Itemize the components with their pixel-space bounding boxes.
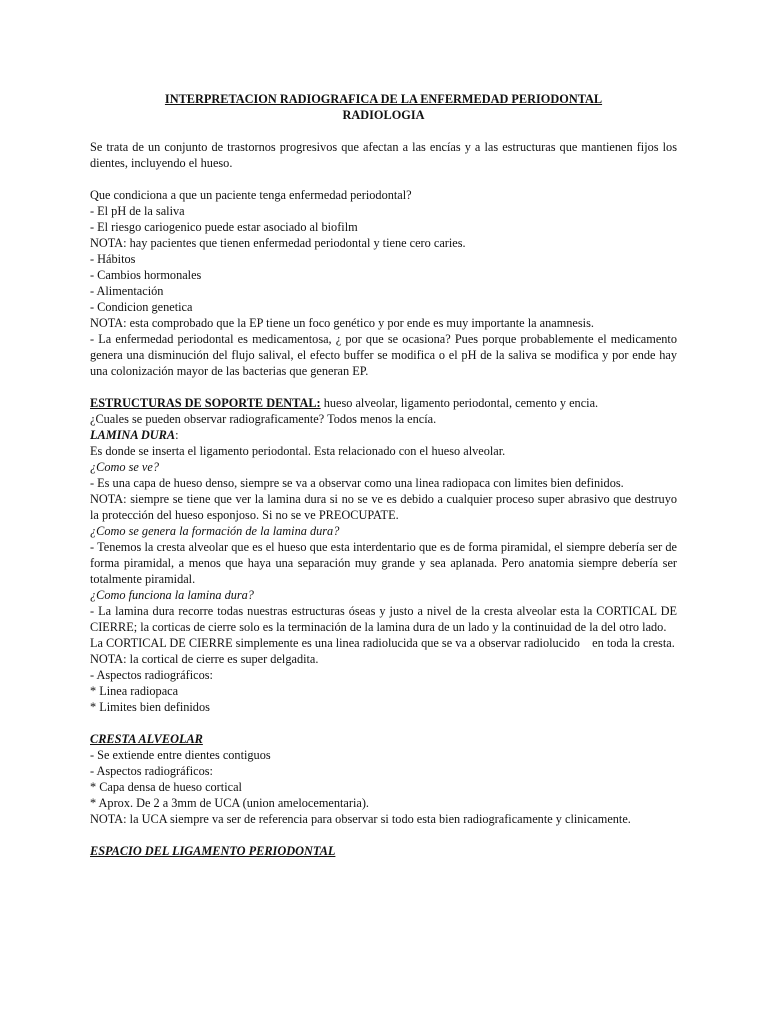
- lamina-note: NOTA: siempre se tiene que ver la lamina dura si no se ve es debido a cualquier proceso super abrasivo que destruyo la protección del hueso esponjoso. Si no se ve PREOCUPATE.: [90, 492, 677, 522]
- lamina-question: ¿Como se genera la formación de la lamina dura?: [90, 524, 340, 538]
- document-subtitle: RADIOLOGIA: [342, 108, 425, 122]
- support-heading-rest: hueso alveolar, ligamento periodontal, cemento y encia.: [320, 396, 599, 410]
- cortical-paragraph: La CORTICAL DE CIERRE simplemente es una linea radiolucida que se va a observar radiolucido en toda la cresta.: [90, 636, 675, 650]
- support-heading-line: [90, 395, 677, 411]
- factor-line: - Condicion genetica: [90, 300, 193, 314]
- lamina-answer: - Es una capa de hueso denso, siempre se va a observar como una linea radiopaca con limites bien definidos.: [90, 476, 624, 490]
- cresta-note: NOTA: la UCA siempre va ser de referencia para observar si todo esta bien radiograficamente y clinicamente.: [90, 812, 631, 826]
- support-question: ¿Cuales se pueden observar radiograficamente? Todos menos la encía.: [90, 412, 437, 426]
- ligamento-heading: ESPACIO DEL LIGAMENTO PERIODONTAL: [90, 844, 336, 858]
- lamina-answer: - La lamina dura recorre todas nuestras estructuras óseas y justo a nivel de la cresta alveolar esta la CORTICAL DE CIERRE; la corticas de cierre solo es la terminación de la lamina dura de un lado y la continuidad de la del otro lado.: [90, 604, 677, 634]
- document-title: INTERPRETACION RADIOGRAFICA DE LA ENFERMEDAD PERIODONTAL: [164, 92, 603, 106]
- document-page: [90, 91, 677, 859]
- ligamento-heading-line: [90, 843, 677, 859]
- factor-line: - El riesgo cariogenico puede estar asociado al biofilm: [90, 220, 358, 234]
- lamina-heading-line: [90, 427, 677, 443]
- intro-paragraph: Se trata de un conjunto de trastornos progresivos que afectan a las encías y a las estructuras que mantienen fijos los dientes, incluyendo el hueso.: [90, 140, 677, 170]
- cresta-line: - Se extiende entre dientes contiguos: [90, 748, 271, 762]
- factors-question: Que condiciona a que un paciente tenga enfermedad periodontal?: [90, 188, 412, 202]
- cresta-line: - Aspectos radiográficos:: [90, 764, 213, 778]
- factor-line: - Cambios hormonales: [90, 268, 202, 282]
- factor-note: NOTA: hay pacientes que tienen enfermedad periodontal y tiene cero caries.: [90, 236, 466, 250]
- lamina-aspect: * Linea radiopaca: [90, 684, 179, 698]
- lamina-aspect: * Limites bien definidos: [90, 700, 210, 714]
- lamina-definition: Es donde se inserta el ligamento periodontal. Esta relacionado con el hueso alveolar.: [90, 444, 506, 458]
- cresta-line: * Capa densa de hueso cortical: [90, 780, 242, 794]
- lamina-note: NOTA: la cortical de cierre es super delgadita.: [90, 652, 319, 666]
- cresta-line: * Aprox. De 2 a 3mm de UCA (union amelocementaria).: [90, 796, 369, 810]
- lamina-answer: - Tenemos la cresta alveolar que es el hueso que esta interdentario que es de forma piramidal, el siempre debería ser de forma piramidal, a menos que haya una separación muy grande y sea aplanada. Pero anatomia siempre debería ser totalmente piramidal.: [90, 540, 677, 586]
- factor-line: - Hábitos: [90, 252, 136, 266]
- factor-line: - El pH de la saliva: [90, 204, 185, 218]
- factor-line: - Alimentación: [90, 284, 164, 298]
- lamina-heading: LAMINA DURA: [90, 428, 176, 442]
- factor-note: NOTA: esta comprobado que la EP tiene un foco genético y por ende es muy importante la anamnesis.: [90, 316, 594, 330]
- lamina-aspect: - Aspectos radiográficos:: [90, 668, 213, 682]
- lamina-heading-colon: :: [175, 428, 179, 442]
- support-heading: ESTRUCTURAS DE SOPORTE DENTAL:: [90, 396, 321, 410]
- lamina-question: ¿Como se ve?: [90, 460, 159, 474]
- cresta-heading: CRESTA ALVEOLAR: [90, 732, 203, 746]
- medication-paragraph: - La enfermedad periodontal es medicamentosa, ¿ por que se ocasiona? Pues porque probablemente el medicamento genera una disminución del flujo salival, el efecto buffer se modifica o el pH de la saliva se modifica y por ende hay una colonización mayor de las bacterias que generan EP.: [90, 332, 677, 378]
- cresta-heading-line: [90, 731, 677, 747]
- lamina-question: ¿Como funciona la lamina dura?: [90, 588, 254, 602]
